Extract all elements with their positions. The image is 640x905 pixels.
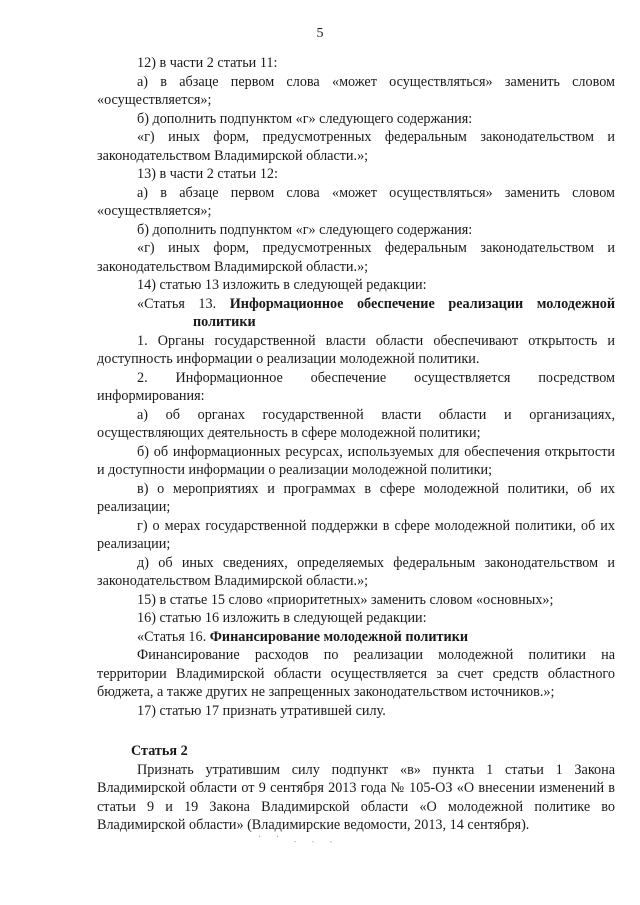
paragraph-13b: б) дополнить подпунктом «г» следующего содержания: [137, 221, 473, 238]
paragraph-16-intro: 16) статью 16 изложить в следующей редакции: [137, 610, 427, 626]
paragraph-15: 15) в статье 15 слово «приоритетных» заменить словом «основных»; [137, 591, 554, 608]
section-gap [97, 720, 615, 742]
article-13-title: Информационное обеспечение реализации молодежной [229, 295, 616, 312]
paragraph-12b: б) дополнить подпунктом «г» следующего содержания: [137, 110, 473, 127]
paragraph-17: 17) статью 17 признать утратившей силу. [137, 702, 386, 719]
paragraph-12a: а) в абзаце первом слова «может осуществляться» заменить словом «осуществляется»; [97, 73, 615, 108]
article-13-item-a: а) об органах государственной власти области и организациях, осуществляющих деятельность в сфере молодежной политики; [97, 406, 615, 441]
article-13-title-continued: политики [193, 314, 256, 330]
article-2-heading: Статья 2 [131, 743, 188, 759]
article-16-title: Финансирование молодежной политики [209, 628, 469, 645]
scan-artifact: · · ˎ ˎ ˏ [258, 832, 339, 843]
article-13-item-g: г) о мерах государственной поддержки в сфере молодежной политики, об их реализации; [97, 517, 615, 552]
paragraph-12g: «г) иных форм, предусмотренных федеральным законодательством и законодательством Владимирской области.»; [97, 129, 615, 164]
document-body [97, 54, 615, 835]
article-13-part-1: 1. Органы государственной власти области обеспечивают открытость и доступность информации о реализации молодежной политики. [97, 332, 615, 367]
article-13-part-2: 2. Информационное обеспечение осуществляется посредством информирования: [97, 369, 615, 404]
article-2-text: Признать утратившим силу подпункт «в» пункта 1 статьи 1 Закона Владимирской области от 9 сентября 2013 года № 105-ОЗ «О внесении изменений в статьи 9 и 19 Закона Владимирской области «О молодежной политике во Владимирской области» (Владимирские ведомости, 2013, 14 сентября). [97, 761, 615, 833]
paragraph-14-intro: 14) статью 13 изложить в следующей редакции: [137, 277, 427, 293]
paragraph-12-intro: 12) в части 2 статьи 11: [137, 55, 278, 71]
page-number: 5 [316, 26, 324, 41]
paragraph-13-intro: 13) в части 2 статьи 12: [137, 166, 278, 182]
article-13-heading [97, 295, 615, 314]
article-16-prefix: «Статья 16. [137, 628, 207, 645]
article-13-prefix: «Статья 13. [137, 295, 217, 312]
article-16-heading [97, 628, 615, 647]
paragraph-13g: «г) иных форм, предусмотренных федеральным законодательством и законодательством Владимирской области.»; [97, 240, 615, 275]
paragraph-13a: а) в абзаце первом слова «может осуществляться» заменить словом «осуществляется»; [97, 184, 615, 219]
article-13-item-d: д) об иных сведениях, определяемых федеральным законодательством и законодательством Владимирской области.»; [97, 554, 615, 589]
article-13-item-v: в) о мероприятиях и программах в сфере молодежной политики, об их реализации; [97, 480, 615, 515]
article-13-item-b: б) об информационных ресурсах, используемых для обеспечения открытости и доступности информации о реализации молодежной политики; [97, 443, 615, 478]
article-16-text: Финансирование расходов по реализации молодежной политики на территории Владимирской области осуществляется за счет средств областного бюджета, а также других не запрещенных законодательством источников.»; [97, 647, 615, 700]
